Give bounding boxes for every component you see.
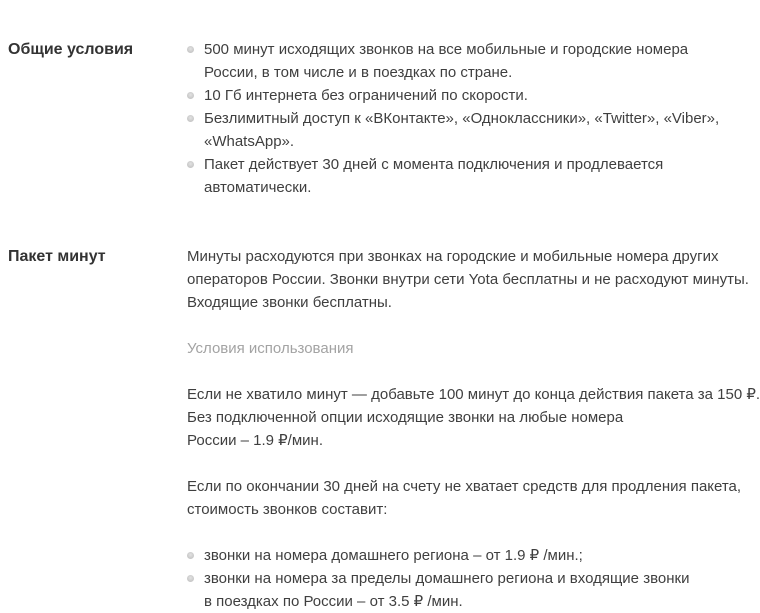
bullet-icon bbox=[187, 115, 194, 122]
list-item-text: звонки на номера за пределы домашнего региона и входящие звонки в поездках по России – от 3.5 ₽ /мин. bbox=[204, 570, 690, 610]
price-list bbox=[187, 544, 737, 613]
minutes-intro-paragraph: Минуты расходуются при звонках на городские и мобильные номера других операторов России. Звонки внутри сети Yota бесплатны и не расходуют минуты. Входящие звонки бесплатны. bbox=[187, 248, 749, 311]
list-item bbox=[187, 38, 737, 84]
section-minutes-package bbox=[8, 245, 760, 613]
list-item bbox=[187, 84, 737, 107]
list-item-text: 10 Гб интернета без ограничений по скорости. bbox=[204, 87, 528, 104]
section-minutes-content bbox=[187, 245, 760, 613]
section-general-conditions bbox=[8, 38, 737, 199]
bullet-icon bbox=[187, 46, 194, 53]
list-item bbox=[187, 153, 737, 199]
expiry-paragraph: Если по окончании 30 дней на счету не хватает средств для продления пакета, стоимость звонков составит: bbox=[187, 478, 742, 518]
list-item-text: звонки на номера домашнего региона – от 1.9 ₽ /мин.; bbox=[204, 547, 583, 564]
bullet-icon bbox=[187, 552, 194, 559]
bullet-icon bbox=[187, 575, 194, 582]
list-item-text: Безлимитный доступ к «ВКонтакте», «Одноклассники», «Twitter», «Viber», «WhatsApp». bbox=[204, 110, 720, 150]
bullet-icon bbox=[187, 161, 194, 168]
list-item bbox=[187, 544, 737, 567]
general-conditions-list bbox=[187, 38, 737, 199]
list-item bbox=[187, 567, 737, 613]
list-item-text: Пакет действует 30 дней с момента подключения и продлевается автоматически. bbox=[204, 156, 664, 196]
bullet-icon bbox=[187, 92, 194, 99]
section-minutes-label: Пакет минут bbox=[8, 248, 106, 265]
usage-terms-subheading: Условия использования bbox=[187, 340, 354, 357]
list-item bbox=[187, 107, 737, 153]
section-general-content bbox=[187, 38, 737, 199]
section-general-label: Общие условия bbox=[8, 41, 134, 58]
list-item-text: 500 минут исходящих звонков на все мобильные и городские номера России, в том числе и в поездках по стране. bbox=[204, 41, 689, 81]
add-minutes-paragraph: Если не хватило минут — добавьте 100 минут до конца действия пакета за 150 ₽. Без подключенной опции исходящие звонки на любые номера России – 1.9 ₽/мин. bbox=[187, 386, 760, 449]
